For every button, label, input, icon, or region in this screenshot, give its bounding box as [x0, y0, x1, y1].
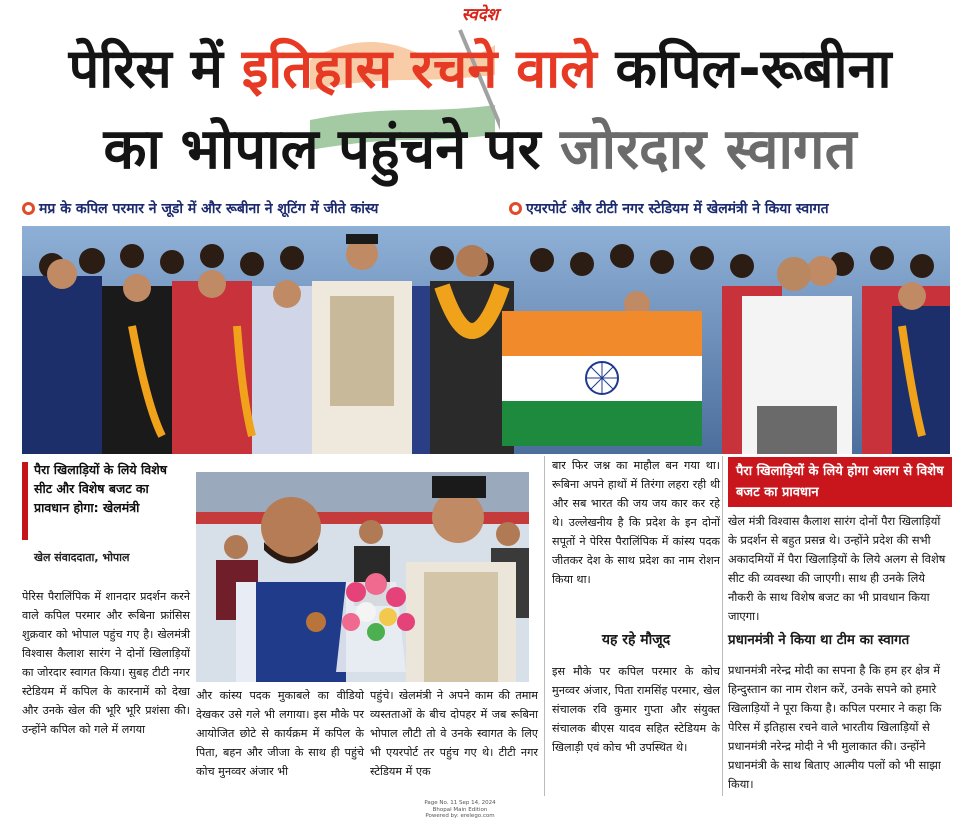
headline-part: का भोपाल पहुंचने पर	[103, 117, 541, 182]
side-box-text: पैरा खिलाड़ियों के लिये विशेष सीट और विशेष बजट का प्रावधान होगा: खेलमंत्री	[34, 462, 167, 515]
section-heading-present: यह रहे मौजूद	[601, 632, 671, 648]
article-column-5: खेल मंत्री विश्वास कैलाश सारंग दोनों पैरा खिलाड़ियों के प्रदर्शन से बहुत प्रसन्न थे। उन्होंने प्रदेश की सभी अकादमियों में पैरा खिलाड़ियों के लिये अलग से विशेष सीट की व्यवस्था की जाएगी। साथ ही उनके लिये नौकरी के साथ विशेष बजट का भी प्रावधान किया जाएगा।	[728, 514, 946, 623]
inset-photo	[196, 472, 529, 682]
bullet-ring-icon	[509, 202, 522, 215]
section-heading-pm: प्रधानमंत्री ने किया था टीम का स्वागत	[728, 633, 910, 648]
headline-line-1	[0, 28, 960, 110]
masthead-logo: स्वदेश	[461, 5, 499, 25]
article-column-2: और कांस्य पदक मुकाबले का वीडियो देखकर उसे गले भी लगाया। इस मौके पर आयोजित छोटे से कार्यक्रम में कपिल के पिता, बहन और जीजा के साथ ही पहुंचे कोच मुनव्वर अंजार भी	[196, 689, 364, 778]
byline: खेल संवाददाता, भोपाल	[34, 551, 130, 564]
headline-part: कपिल-रूबीना	[615, 37, 892, 100]
article-column-3: पहुंचे। खेलमंत्री ने अपने काम की तमाम व्यस्तताओं के बीच दोपहर में जब रूबिना भोपाल लौटी तो वे उनके स्वागत के लिए भी एयरपोर्ट तर पहुंच गए थे। टीटी नगर स्टेडियम में एक	[370, 689, 538, 778]
side-box	[22, 460, 187, 570]
column-divider	[544, 456, 545, 796]
side-box-accent	[22, 462, 28, 540]
headline-highlight: जोरदार स्वागत	[560, 117, 857, 182]
article-column-5b: प्रधानमंत्री नरेन्द्र मोदी का सपना है कि हम हर क्षेत्र में हिन्दुस्तान का नाम रोशन करें, उनके सपने को हमारे खिलाड़ियों ने पूरा किया है। कपिल परमार ने कहा कि पेरिस में इतिहास रचने वाले भारतीय खिलाड़ियों से प्रधानमंत्री नरेन्द्र मोदी ने भी मुलाकात की। उन्होंने प्रधानमंत्री के साथ बिताए आत्मीय पलों को भी साझा किया।	[728, 663, 942, 791]
page-footer: Page No. 11 Sep 14, 2024 Bhopal Main Edition Powered by: erelego.com	[424, 800, 496, 819]
subhead-2: एयरपोर्ट और टीटी नगर स्टेडियम में खेलमंत्री ने किया स्वागत	[509, 196, 829, 222]
main-photo	[22, 226, 950, 454]
column-divider	[722, 456, 723, 796]
article-column-4b: इस मौके पर कपिल परमार के कोच मुनव्वर अंजार, पिता रामसिंह परमार, खेल संचालक रवि कुमार गुप्ता और संयुक्त संचालक बीएस यादव सहित स्टेडियम के खिलाड़ी एवं कोच भी उपस्थित थे।	[552, 665, 720, 754]
headline-highlight: इतिहास रचने वाले	[241, 37, 597, 100]
article-column-4: बार फिर जश्न का माहौल बन गया था। रूबिना अपने हाथों में तिरंगा लहरा रही थी और सब भारत की जय जय कार कर रहे थे। उल्लेखनीय है कि प्रदेश के इन दोनों सपूतों ने पेरिस पैरालिंपिक में कांस्य पदक जीतकर देश के साथ प्रदेश का नाम रोशन किया था।	[552, 459, 720, 586]
article-column-1: पेरिस पैरालिंपिक में शानदार प्रदर्शन करने वाले कपिल परमार और रूबिना फ्रांसिस शुक्रवार को भोपाल पहुंच गए है। खेलमंत्री विश्वास कैलाश सारंग ने दोनों खिलाड़ियों का जोरदार स्वागत किया। सुबह टीटी नगर स्टेडियम में कपिल के कारनामें को देखा और उनके खेल की भूरि भूरि प्रशंसा की। उन्होंने कपिल को गले में लगया	[22, 590, 190, 736]
subhead-1: मप्र के कपिल परमार ने जूडो में और रूबीना ने शूटिंग में जीते कांस्य	[22, 196, 378, 222]
main-photo-illustration	[22, 226, 950, 454]
section-heading-budget: पैरा खिलाड़ियों के लिये होगा अलग से विशेष बजट का प्रावधान	[728, 457, 952, 507]
inset-photo-illustration	[196, 472, 529, 682]
headline-line-2	[0, 110, 960, 190]
bullet-ring-icon	[22, 202, 35, 215]
headline-part: पेरिस में	[68, 37, 223, 100]
subheads	[22, 196, 942, 222]
